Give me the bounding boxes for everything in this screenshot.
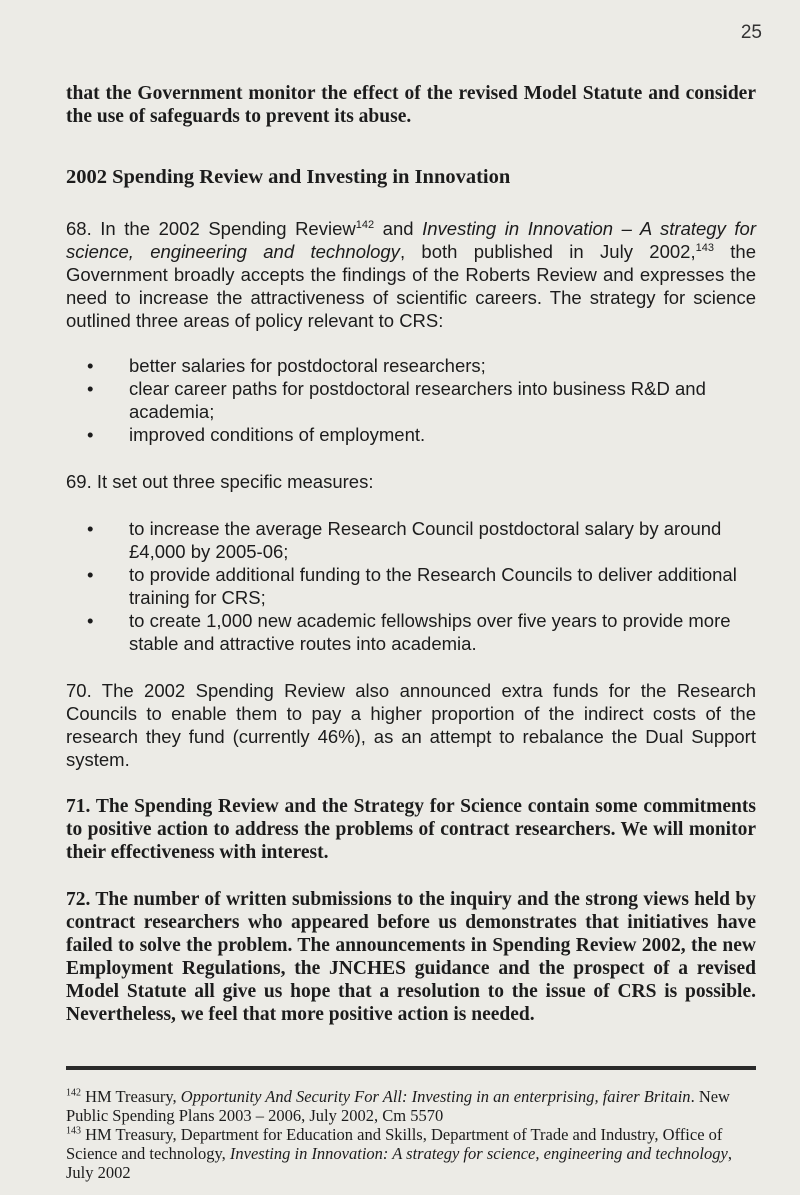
bullet-icon: • [87, 518, 94, 539]
document-body [66, 82, 756, 1026]
list-item: • to create 1,000 new academic fellowships over five years to provide more stable and attractive routes into academia. [87, 610, 731, 654]
bullet-icon: • [87, 355, 94, 376]
paragraph-70: 70. The 2002 Spending Review also announced extra funds for the Research Councils to enable them to pay a higher proportion of the indirect costs of the research they fund (currently 46%), as an attempt to rebalance the Dual Support system. [66, 680, 756, 770]
paragraph-68-text-1: In the 2002 Spending Review [100, 218, 356, 239]
list-item: • clear career paths for postdoctoral researchers into business R&D and academia; [87, 378, 706, 422]
publication-title: Investing in Innovation – A strategy for science, engineering and technology [66, 218, 757, 262]
footnote-number: 142 [66, 1087, 81, 1099]
bullet-icon: • [87, 424, 94, 445]
list-item: • better salaries for postdoctoral researchers; [87, 355, 486, 376]
paragraph-68-text-4: the Government broadly accepts the findings of the Roberts Review and expresses the need to increase the attractiveness of scientific careers. The strategy for science outlined three areas of policy relevant to CRS: [66, 241, 756, 331]
footnote-142: $^{142}$ HM Treasury, Opportunity And Security For All: Investing in an enterprising, fairer Britain. New Public Spending Plans 2003 – 2006, July 2002, Cm 5570 [66, 1087, 730, 1125]
footnotes [66, 1087, 756, 1182]
bullet-icon: • [87, 378, 94, 399]
bullet-icon: • [87, 610, 94, 631]
footnote-number: 143 [66, 1125, 81, 1137]
paragraph-68-text-3: , both published in July 2002, [399, 241, 696, 262]
footnote-ref-142: 142 [355, 218, 375, 231]
footnote-143: $^{143}$ HM Treasury, Department for Education and Skills, Department of Trade and Industry, Office of Science and technology, Investing in Innovation: A strategy for science, engineering and technology, July 2002 [66, 1125, 732, 1182]
recommendation-continuation: that the Government monitor the effect of the revised Model Statute and consider the use of safeguards to prevent its abuse. [66, 83, 756, 127]
paragraph-68-number: 68. [66, 218, 92, 239]
footnote-ref-143: 143 [695, 241, 714, 254]
paragraph-68 [66, 217, 756, 332]
policy-areas-list [66, 354, 756, 446]
measures-list [66, 517, 756, 655]
paragraph-72: 72. The number of written submissions to the inquiry and the strong views held by contract researchers who appeared before us demonstrates that initiatives have failed to solve the problem. The announcements in Spending Review 2002, the new Employment Regulations, the JNCHES guidance and the prospect of a revised Model Statute all give us hope that a resolution to the issue of CRS is possible. Nevertheless, we feel that more positive action is needed. [66, 889, 756, 1025]
list-item: • improved conditions of employment. [87, 424, 426, 445]
bullet-icon: • [87, 564, 94, 585]
footnote-divider [66, 1066, 756, 1070]
section-heading: 2002 Spending Review and Investing in Innovation [66, 166, 511, 188]
list-item: • to increase the average Research Council postdoctoral salary by around £4,000 by 2005-06; [87, 518, 722, 562]
list-item: • to provide additional funding to the Research Councils to deliver additional training for CRS; [87, 564, 737, 608]
paragraph-68-text-2: and [374, 218, 423, 239]
paragraph-69: 69. It set out three specific measures: [66, 471, 374, 492]
page-number: 25 [740, 22, 762, 43]
paragraph-71: 71. The Spending Review and the Strategy for Science contain some commitments to positive action to address the problems of contract researchers. We will monitor their effectiveness with interest. [66, 796, 756, 863]
